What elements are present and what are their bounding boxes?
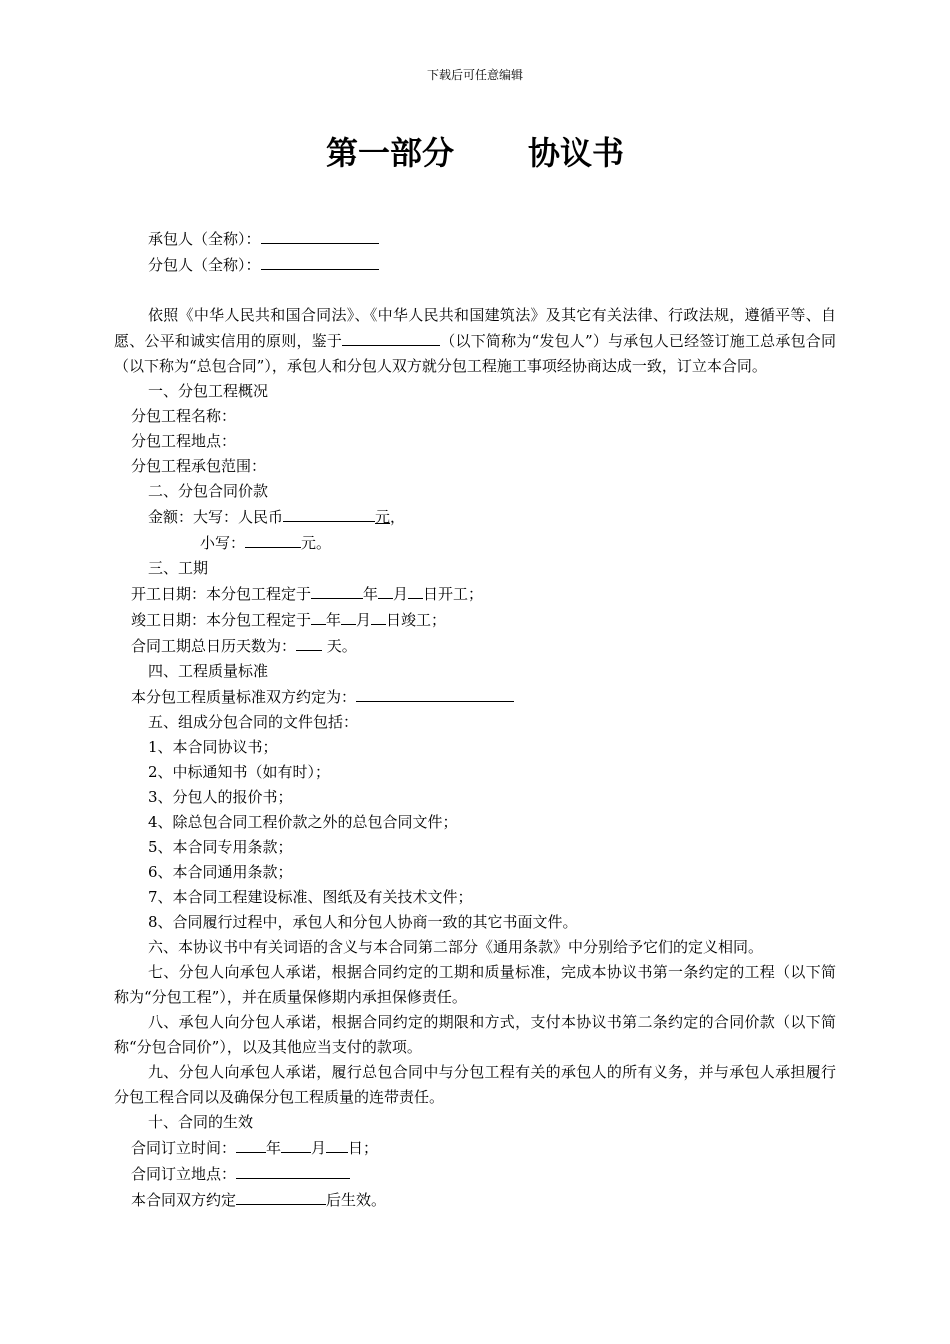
s1-location: 分包工程地点： [131,432,237,450]
days-suffix: 天。 [322,637,357,655]
contractor-label: 承包人（全称）： [148,230,261,248]
days-label: 合同工期总日历天数为： [131,637,297,655]
days-blank[interactable] [296,633,322,651]
subcontractor-label: 分包人（全称）： [148,256,261,274]
s3-days [114,633,836,659]
amount-yuan: 元 [375,508,391,526]
s8-text: 八、承包人向分包人承诺，根据合同约定的期限和方式，支付本协议书第二条约定的合同价款（以下简称“分包合同价”），以及其他应当支付的款项。 [114,1013,836,1056]
s7-text: 七、分包人向承包人承诺，根据合同约定的工期和质量标准，完成本协议书第一条约定的工程（以下简称为“分包工程”），并在质量保修期内承担保修责任。 [114,963,836,1006]
time-month-blank[interactable] [281,1135,311,1153]
start-day: 日开工； [423,585,484,603]
start-month-blank[interactable] [378,581,393,599]
page-header: 下载后可任意编辑 [426,68,523,82]
time-label: 合同订立时间： [131,1139,237,1157]
end-month: 月 [356,611,372,629]
start-label: 开工日期：本分包工程定于 [131,585,312,603]
effect-label: 本合同双方约定 [131,1191,237,1209]
quality-blank[interactable] [356,684,514,702]
title-name: 协议书 [528,134,625,172]
s3-heading: 三、工期 [148,559,209,577]
s2-heading: 二、分包合同价款 [148,482,269,500]
subcontractor-line [114,252,836,278]
s5-item-3: 3、分包人的报价书； [148,788,293,806]
end-year-blank[interactable] [311,607,326,625]
page-title [0,128,950,174]
s5-item-6: 6、本合同通用条款； [148,863,293,881]
s2-small [114,530,836,556]
amount-comma: ， [390,508,406,526]
s9-text: 九、分包人向承包人承诺，履行总包合同中与分包工程有关的承包人的所有义务，并与承包人承担履行分包工程合同以及确保分包工程质量的连带责任。 [114,1063,836,1106]
s6-text: 六、本协议书中有关词语的含义与本合同第二部分《通用条款》中分别给予它们的定义相同。 [148,938,764,956]
s5-item-7: 7、本合同工程建设标准、图纸及有关技术文件； [148,888,473,906]
place-label: 合同订立地点： [131,1165,237,1183]
start-day-blank[interactable] [408,581,423,599]
s10-time [114,1135,836,1161]
end-month-blank[interactable] [341,607,356,625]
end-day-blank[interactable] [371,607,386,625]
time-year-blank[interactable] [236,1135,266,1153]
small-label: 小写： [200,534,246,552]
document-body [114,226,836,1213]
end-label: 竣工日期：本分包工程定于 [131,611,312,629]
time-day: 日； [348,1139,379,1157]
employer-blank[interactable] [342,328,440,346]
end-day: 日竣工； [386,611,447,629]
s10-place [114,1161,836,1187]
s5-item-2: 2、中标通知书（如有时）； [148,763,331,781]
place-blank[interactable] [236,1161,350,1179]
amount-lower-blank[interactable] [245,530,301,548]
contractor-line [114,226,836,252]
effect-suffix: 后生效。 [326,1191,387,1209]
intro-text-a: 依照《中华人民共和国合同法》、《中华人民共和国建筑法》及其它有关法律、行政法规，遵循平等、自愿、公平和诚实信用的原则，鉴于 [114,306,836,350]
title-part: 第一部分 [325,134,454,172]
end-year: 年 [326,611,342,629]
s10-effect [114,1187,836,1213]
start-month: 月 [393,585,409,603]
s3-end [114,607,836,633]
s2-amount [114,504,836,530]
effect-blank[interactable] [236,1187,326,1205]
s5-item-5: 5、本合同专用条款； [148,838,293,856]
amount-label: 金额：大写：人民币 [148,508,284,526]
s3-start [114,581,836,607]
s1-name: 分包工程名称： [131,407,237,425]
time-month: 月 [311,1139,327,1157]
s5-item-4: 4、除总包合同工程价款之外的总包合同文件； [148,813,458,831]
s1-scope: 分包工程承包范围： [131,457,267,475]
s5-item-8: 8、合同履行过程中，承包人和分包人协商一致的其它书面文件。 [148,913,578,931]
time-year: 年 [266,1139,282,1157]
intro-text-b: （以下简称为“发包人”）与承包人已经签订施工总承包合同（以下称为“总包合同”），承包人和分包人双方就分包工程施工事项经协商达成一致，订立本合同。 [114,332,836,375]
start-year: 年 [363,585,379,603]
amount-upper-blank[interactable] [283,504,375,522]
small-suffix: 元。 [301,534,332,552]
time-day-blank[interactable] [326,1135,348,1153]
s5-item-1: 1、本合同协议书； [148,738,278,756]
subcontractor-blank[interactable] [261,252,379,270]
s1-heading: 一、分包工程概况 [148,382,269,400]
s4-heading: 四、工程质量标准 [148,662,269,680]
quality-label: 本分包工程质量标准双方约定为： [131,688,357,706]
s4-text [114,684,836,710]
s10-heading: 十、合同的生效 [148,1113,254,1131]
intro-paragraph [114,303,836,379]
s5-heading: 五、组成分包合同的文件包括： [148,713,359,731]
contractor-blank[interactable] [261,226,379,244]
start-year-blank[interactable] [311,581,363,599]
